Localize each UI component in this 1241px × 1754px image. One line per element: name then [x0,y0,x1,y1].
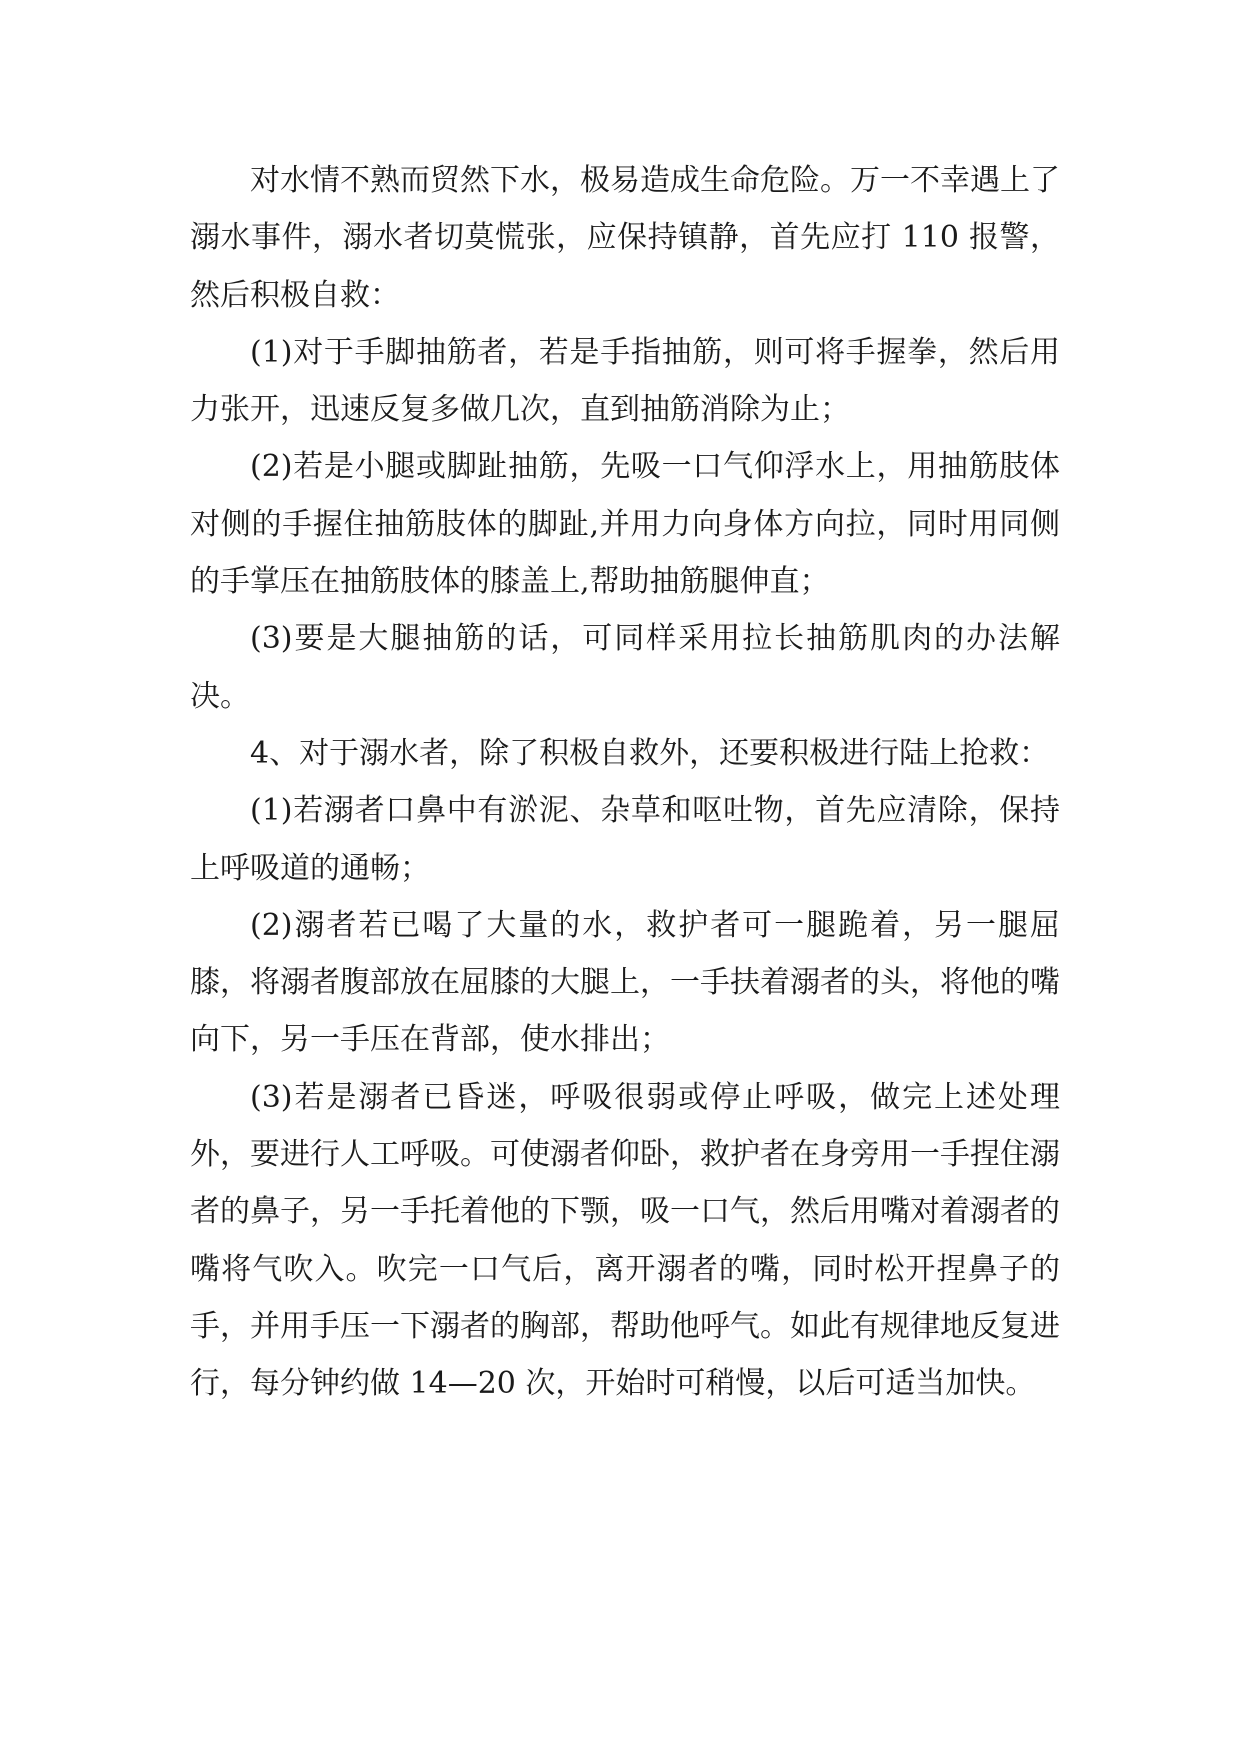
paragraph-calf-cramp: (2)若是小腿或脚趾抽筋，先吸一口气仰浮水上，用抽筋肢体对侧的手握住抽筋肢体的脚趾,并用力向身体方向拉，同时用同侧的手掌压在抽筋肢体的膝盖上,帮助抽筋腿伸直； [190,449,1060,600]
paragraph-clear-airway: (1)若溺者口鼻中有淤泥、杂草和呕吐物，首先应清除，保持上呼吸道的通畅； [190,793,1060,886]
paragraph-hand-cramp: (1)对于手脚抽筋者，若是手指抽筋，则可将手握拳，然后用力张开，迅速反复多做几次，直到抽筋消除为止； [190,334,1060,428]
paragraph-intro: 对水情不熟而贸然下水，极易造成生命危险。万一不幸遇上了溺水事件，溺水者切莫慌张，应保持镇静，首先应打 110 报警，然后积极自救： [190,163,1060,313]
paragraph-drain-water: (2)溺者若已喝了大量的水，救护者可一腿跪着，另一腿屈膝，将溺者腹部放在屈膝的大腿上，一手扶着溺者的头，将他的嘴向下，另一手压在背部，使水排出； [190,907,1060,1058]
paragraph-artificial-respiration: (3)若是溺者已昏迷，呼吸很弱或停止呼吸，做完上述处理外，要进行人工呼吸。可使溺者仰卧，救护者在身旁用一手捏住溺者的鼻子，另一手托着他的下颚，吸一口气，然后用嘴对着溺者的嘴将气吹入。吹完一口气后，离开溺者的嘴，同时松开捏鼻子的手，并用手压一下溺者的胸部，帮助他呼气。如此有规律地反复进行，每分钟约做 14—20 次，开始时可稍慢，以后可适当加快。 [190,1079,1060,1402]
document-body [190,152,1060,1413]
paragraph-thigh-cramp: (3)要是大腿抽筋的话，可同样采用拉长抽筋肌肉的办法解决。 [190,621,1060,714]
paragraph-onshore-rescue: 4、对于溺水者，除了积极自救外，还要积极进行陆上抢救： [250,735,1050,771]
